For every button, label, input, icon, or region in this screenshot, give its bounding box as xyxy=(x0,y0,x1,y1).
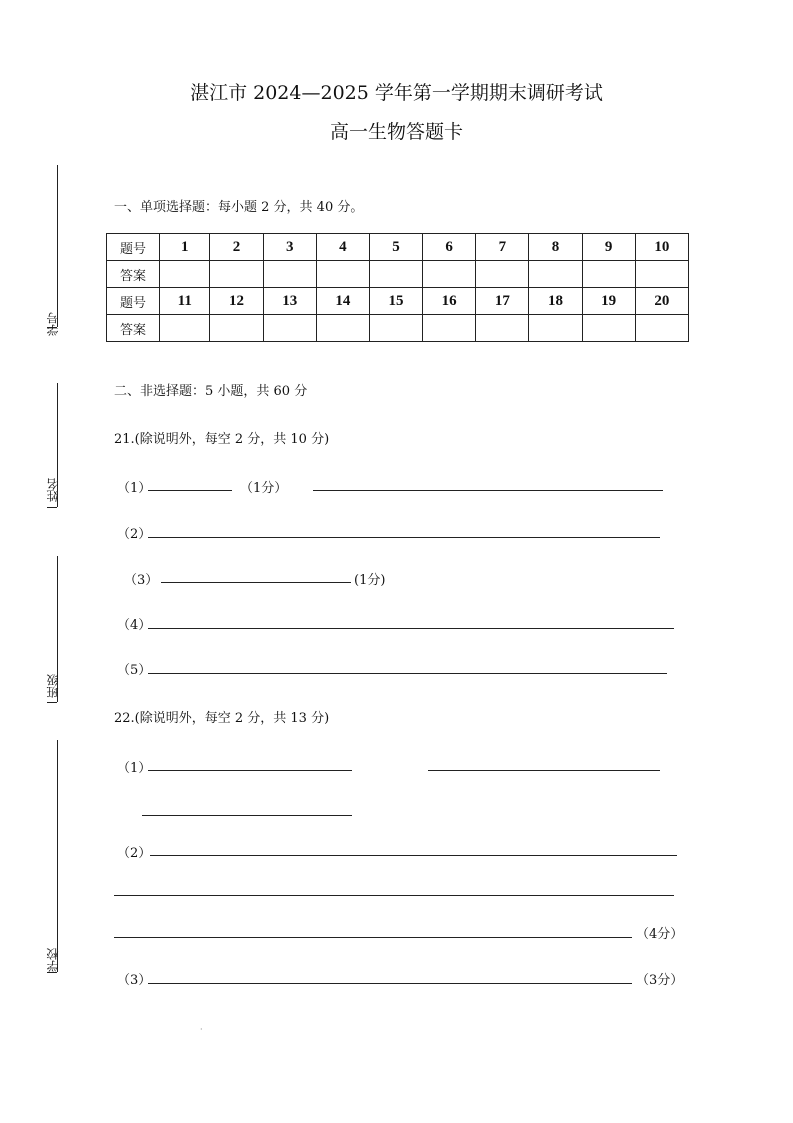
answer-cell[interactable] xyxy=(369,261,422,288)
question-number: 15 xyxy=(369,288,422,315)
q21-part5-label: （5） xyxy=(117,663,152,678)
question-number: 14 xyxy=(316,288,369,315)
q22-part3-note: （3分） xyxy=(636,973,684,988)
card-subtitle: 高一生物答题卡 xyxy=(329,121,463,143)
answer-cell[interactable] xyxy=(476,261,529,288)
q21-part2-label: （2） xyxy=(117,527,152,542)
q22-part2-label: （2） xyxy=(117,846,152,861)
question-number: 1 xyxy=(160,234,210,261)
q22-part1-blank-a[interactable] xyxy=(148,770,352,771)
q21-part3-label: （3） xyxy=(124,573,159,588)
q22-part2-blank-c[interactable] xyxy=(114,937,632,938)
row-label-answer: 答案 xyxy=(107,315,160,342)
question-number: 5 xyxy=(369,234,422,261)
margin-tick xyxy=(47,702,57,703)
section1-heading: 一、单项选择题：每小题 2 分，共 40 分。 xyxy=(114,200,364,215)
answer-cell[interactable] xyxy=(263,261,316,288)
answer-cell[interactable] xyxy=(263,315,316,342)
question-number: 13 xyxy=(263,288,316,315)
answer-row-2 xyxy=(107,315,689,342)
answer-cell[interactable] xyxy=(423,261,476,288)
q21-part1-blank-b[interactable] xyxy=(313,490,663,491)
q22-part3-label: （3） xyxy=(117,973,152,988)
student-id-label: 学号 xyxy=(46,312,60,336)
question-number: 7 xyxy=(476,234,529,261)
q21-part1-note: （1分） xyxy=(240,481,288,496)
q22-part1-blank-b[interactable] xyxy=(428,770,660,771)
answer-cell[interactable] xyxy=(369,315,422,342)
q21-part3-note: (1分) xyxy=(354,573,386,588)
q22-part3-blank[interactable] xyxy=(148,983,632,984)
question-number: 18 xyxy=(529,288,582,315)
q22-part2-note: （4分） xyxy=(636,927,684,942)
q21-part3-blank[interactable] xyxy=(161,582,351,583)
margin-tick xyxy=(47,972,57,973)
q21-part1-blank-a[interactable] xyxy=(148,490,232,491)
q21-title: 21.(除说明外，每空 2 分，共 10 分) xyxy=(114,432,330,447)
question-number: 2 xyxy=(210,234,263,261)
answer-cell[interactable] xyxy=(160,315,210,342)
question-number: 9 xyxy=(582,234,635,261)
q22-part2-blank-b[interactable] xyxy=(114,895,674,896)
answer-cell[interactable] xyxy=(476,315,529,342)
question-number: 16 xyxy=(423,288,476,315)
q21-part1-label: （1） xyxy=(117,481,152,496)
margin-line-student-id xyxy=(57,165,58,327)
row-label-answer: 答案 xyxy=(107,261,160,288)
class-label: 班级 xyxy=(46,674,60,698)
question-number: 17 xyxy=(476,288,529,315)
answer-cell[interactable] xyxy=(160,261,210,288)
q21-part4-label: （4） xyxy=(117,618,152,633)
answer-cell[interactable] xyxy=(635,315,688,342)
name-label: 姓名 xyxy=(46,478,60,502)
question-number: 8 xyxy=(529,234,582,261)
exam-title: 湛江市 2024—2025 学年第一学期期末调研考试 xyxy=(190,82,603,104)
q22-title: 22.(除说明外，每空 2 分，共 13 分) xyxy=(114,711,330,726)
question-number: 12 xyxy=(210,288,263,315)
question-number: 10 xyxy=(635,234,688,261)
answer-cell[interactable] xyxy=(210,315,263,342)
section2-heading: 二、非选择题：5 小题，共 60 分 xyxy=(114,384,308,399)
q21-part4-blank[interactable] xyxy=(148,628,674,629)
q21-part2-blank[interactable] xyxy=(148,537,660,538)
number-row-2 xyxy=(107,288,689,315)
row-label-number: 题号 xyxy=(107,234,160,261)
q22-part1-blank-c[interactable] xyxy=(142,815,352,816)
answer-cell[interactable] xyxy=(316,315,369,342)
question-number: 20 xyxy=(635,288,688,315)
question-number: 11 xyxy=(160,288,210,315)
question-number: 6 xyxy=(423,234,476,261)
row-label-number: 题号 xyxy=(107,288,160,315)
q22-part1-label: （1） xyxy=(117,761,152,776)
margin-tick xyxy=(47,507,57,508)
answer-grid xyxy=(106,233,689,342)
answer-cell[interactable] xyxy=(582,315,635,342)
answer-cell[interactable] xyxy=(529,261,582,288)
number-row-1 xyxy=(107,234,689,261)
answer-row-1 xyxy=(107,261,689,288)
scan-speck: · xyxy=(200,1025,203,1034)
question-number: 19 xyxy=(582,288,635,315)
answer-cell[interactable] xyxy=(529,315,582,342)
q21-part5-blank[interactable] xyxy=(148,673,667,674)
margin-line-school xyxy=(57,740,58,972)
q22-part2-blank-a[interactable] xyxy=(150,855,677,856)
answer-cell[interactable] xyxy=(316,261,369,288)
answer-cell[interactable] xyxy=(210,261,263,288)
question-number: 4 xyxy=(316,234,369,261)
answer-cell[interactable] xyxy=(582,261,635,288)
school-label: 学校 xyxy=(46,948,60,972)
answer-cell[interactable] xyxy=(423,315,476,342)
question-number: 3 xyxy=(263,234,316,261)
answer-cell[interactable] xyxy=(635,261,688,288)
